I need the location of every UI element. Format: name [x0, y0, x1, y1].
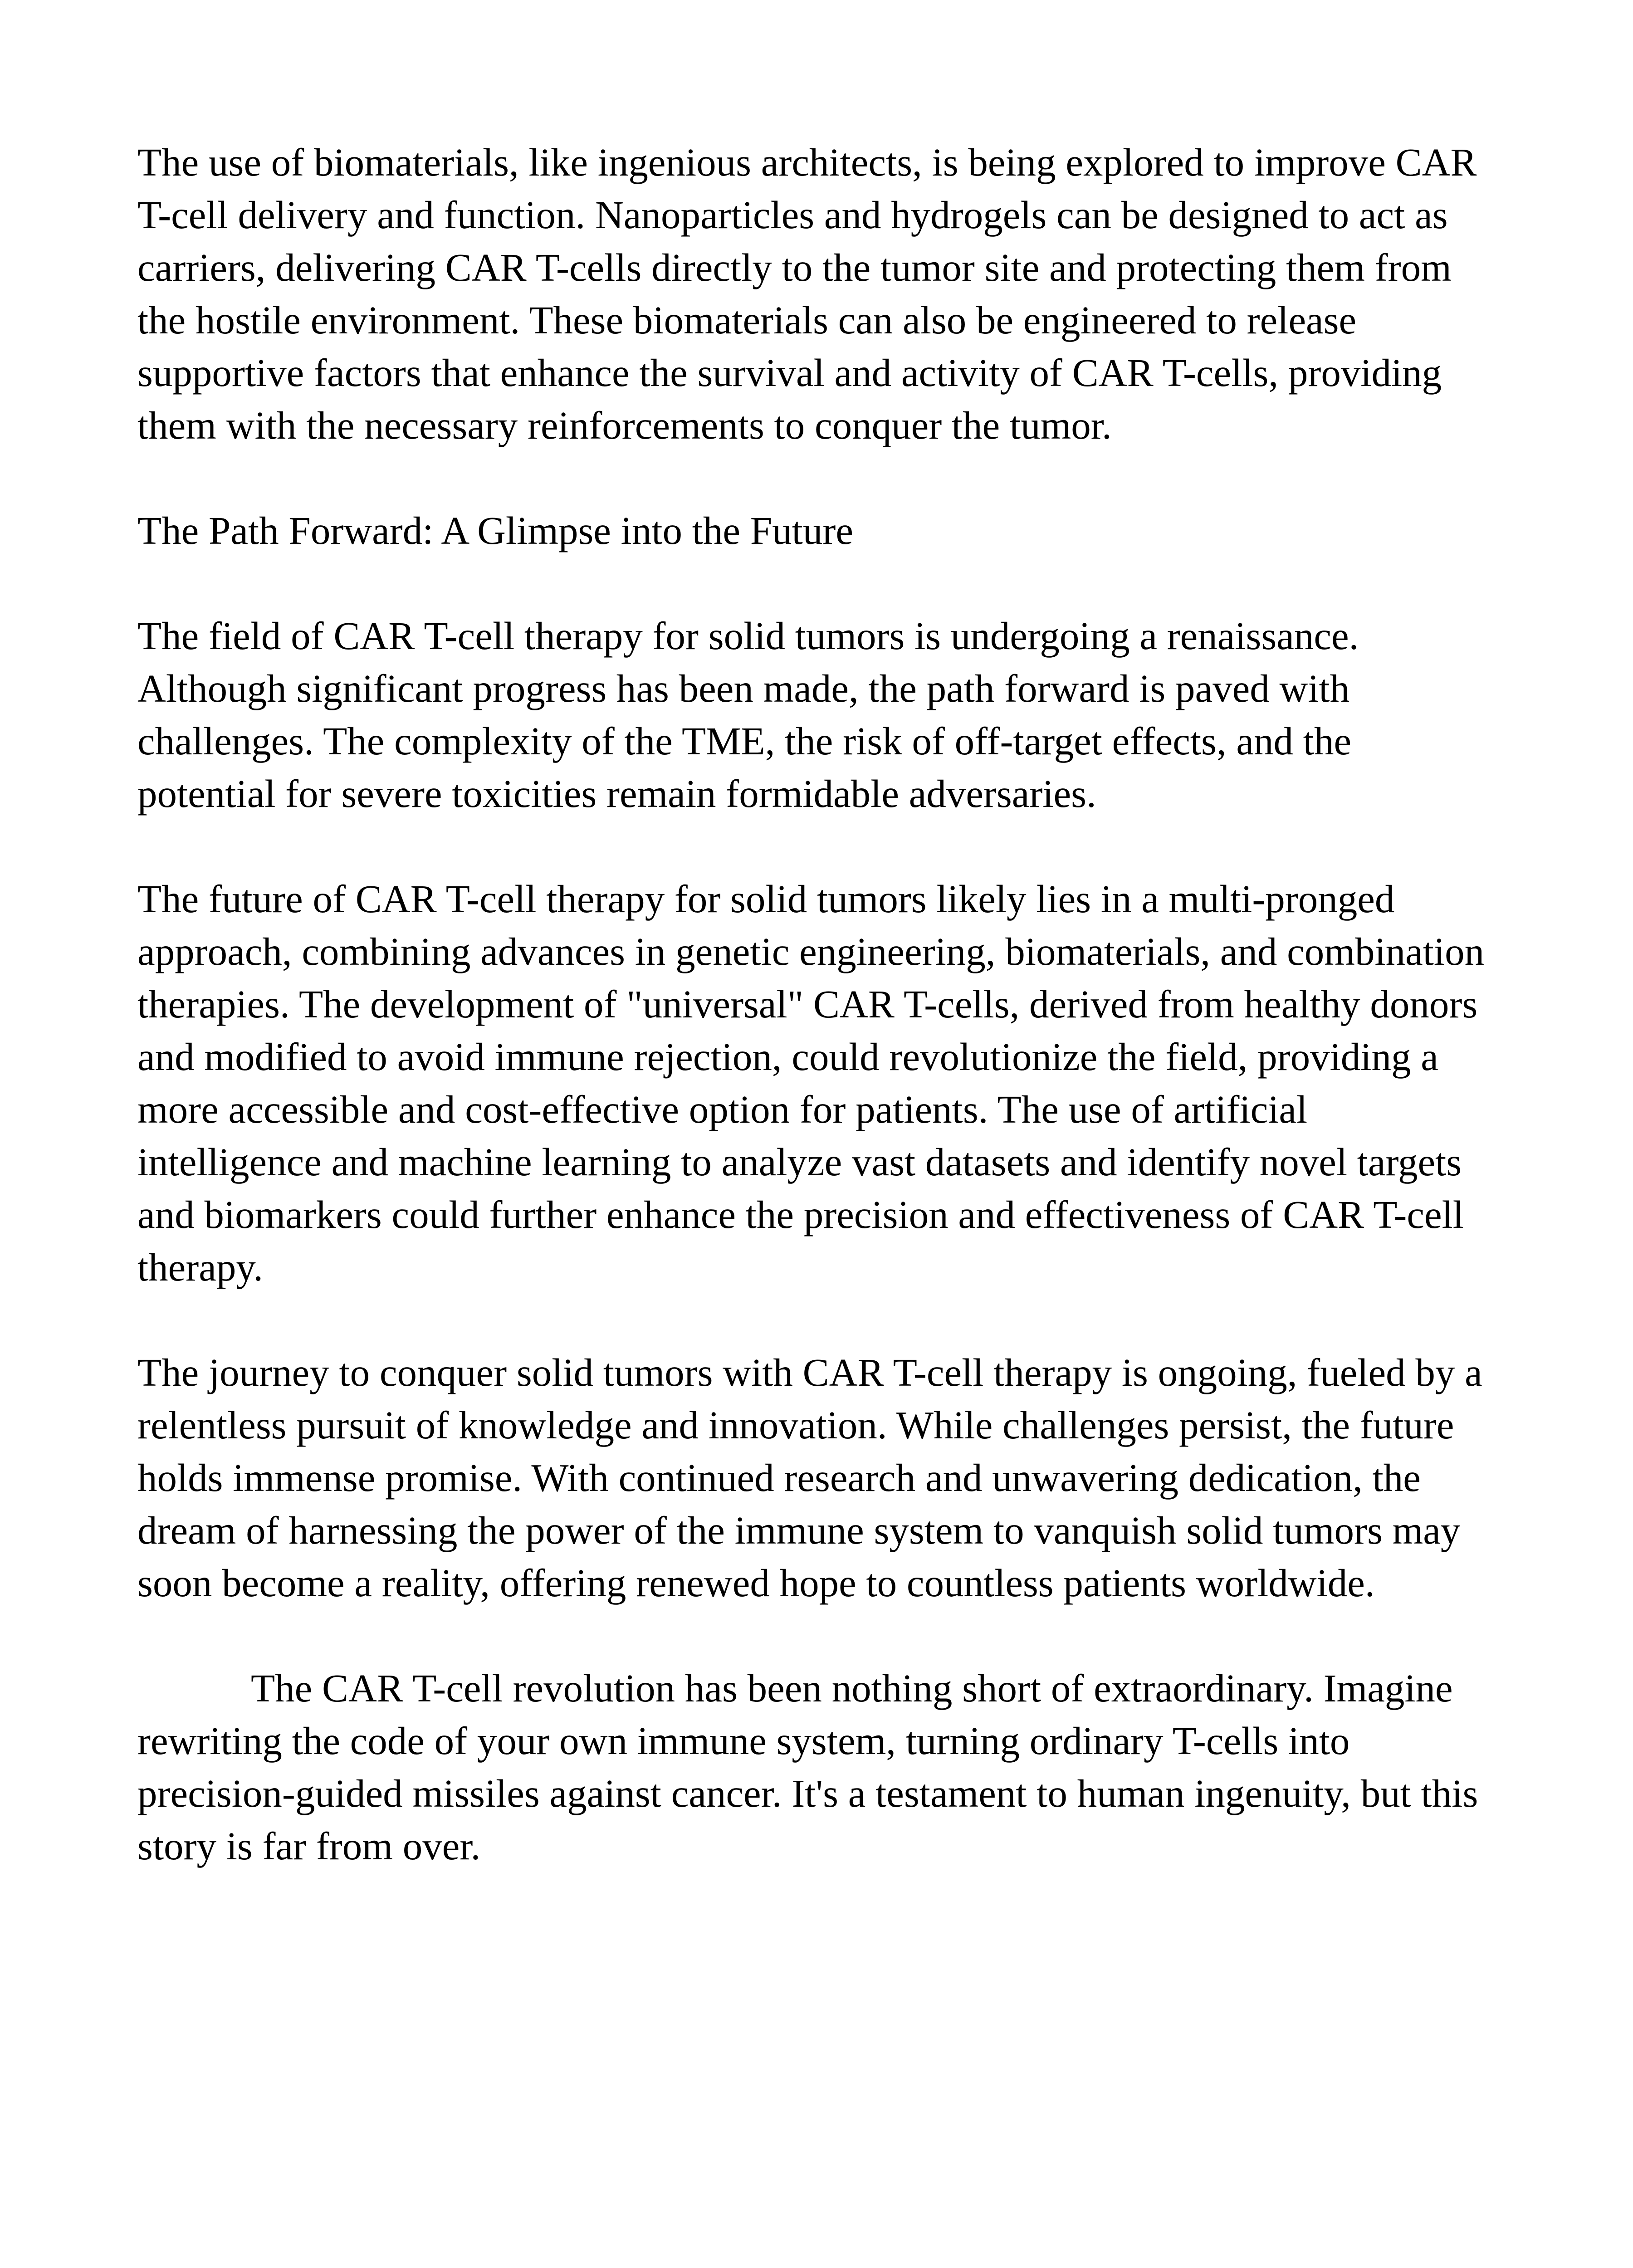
paragraph-revolution: The CAR T-cell revolution has been nothing short of extraordinary. Imagine rewriting the code of your own immune system, turning ordinary T-cells into precision-guided missiles against cancer. It's a testament to human ingenuity, but this story is far from over. [137, 1666, 1478, 1868]
paragraph-future: The future of CAR T-cell therapy for solid tumors likely lies in a multi-pronged approach, combining advances in genetic engineering, biomaterials, and combination therapies. The development of "universal" CAR T-cells, derived from healthy donors and modified to avoid immune rejection, could revolutionize the field, providing a more accessible and cost-effective option for patients. The use of artificial intelligence and machine learning to analyze vast datasets and identify novel targets and biomarkers could further enhance the precision and effectiveness of CAR T-cell therapy. [137, 877, 1485, 1289]
paragraph-renaissance: The field of CAR T-cell therapy for solid tumors is undergoing a renaissance. Although significant progress has been made, the path forward is paved with challenges. The complexity of the TME, the risk of off-target effects, and the potential for severe toxicities remain formidable adversaries. [137, 614, 1359, 816]
paragraph-biomaterials: The use of biomaterials, like ingenious architects, is being explored to improve CAR T-cell delivery and function. Nanoparticles and hydrogels can be designed to act as carriers, delivering CAR T-cells directly to the tumor site and protecting them from the hostile environment. These biomaterials can also be engineered to release supportive factors that enhance the survival and activity of CAR T-cells, providing them with the necessary reinforcements to conquer the tumor. [137, 140, 1477, 447]
body-text [137, 136, 1489, 1872]
paragraph-journey: The journey to conquer solid tumors with CAR T-cell therapy is ongoing, fueled by a relentless pursuit of knowledge and innovation. While challenges persist, the future holds immense promise. With continued research and unwavering dedication, the dream of harnessing the power of the immune system to vanquish solid tumors may soon become a reality, offering renewed hope to countless patients worldwide. [137, 1350, 1482, 1605]
section-heading: The Path Forward: A Glimpse into the Future [137, 508, 853, 552]
